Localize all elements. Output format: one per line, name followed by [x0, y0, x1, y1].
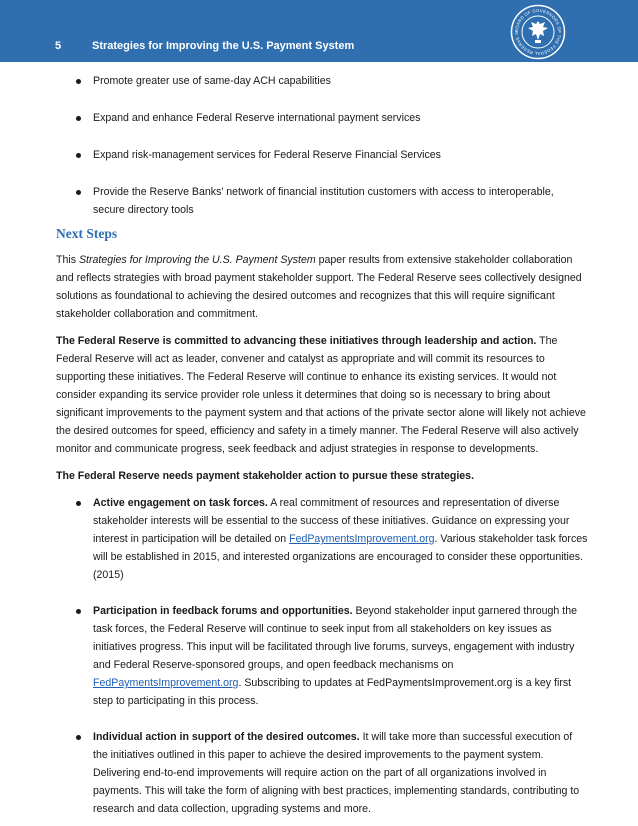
- bullet-icon: [76, 735, 81, 740]
- list-item: Expand risk-management services for Federal Reserve Financial Services: [56, 146, 588, 164]
- next-steps-heading: Next Steps: [56, 226, 118, 241]
- bullet-icon: [76, 116, 81, 121]
- svg-text:BOARD OF GOVERNORS OF THE FEDE: BOARD OF GOVERNORS OF THE FEDERAL RESERVE S: [513, 7, 563, 57]
- stakeholder-action-list: [56, 494, 588, 818]
- list-item: Expand and enhance Federal Reserve international payment services: [56, 109, 588, 127]
- next-steps-paragraph-2: The Federal Reserve is committed to advancing these initiatives through leadership and action. The Federal Reserve will act as leader, convener and catalyst as appropriate and will commit its resources to supporting these initiatives. The Federal Reserve will continue to enhance its existing services. It would not consider expanding its service provider role unless it determines that doing so is necessary to bring about significant improvements to the payment system and that actions of the private sector alone will likely not achieve the desired outcomes for speed, efficiency and safety in a timely manner. The Federal Reserve will also actively monitor and communicate progress, seek feedback and adjust strategies in response to developments.: [56, 335, 586, 455]
- next-steps-paragraph-1: This Strategies for Improving the U.S. Payment System paper results from extensive stakeholder collaboration and reflects strategies with broad payment stakeholder support. The Federal Reserve sees collectively designed solutions as foundational to achieving the desired outcomes and recognizes that this will require significant stakeholder collaboration and commitment.: [56, 254, 582, 320]
- bullet-icon: [76, 501, 81, 506]
- page-content: [56, 72, 588, 818]
- page-header: [0, 0, 638, 62]
- bullet-icon: [76, 609, 81, 614]
- list-item: Individual action in support of the desired outcomes. It will take more than successful execution of the initiatives outlined in this paper to achieve the desired improvements to the payment system. Delivering end-to-end improvements will require action on the part of all organizations involved in payments. This will take the form of aligning with best practices, implementing standards, contributing to research and data collection, upgrading systems and more.: [56, 728, 588, 818]
- page-number: 5: [55, 40, 62, 52]
- list-item: Provide the Reserve Banks’ network of financial institution customers with access to interoperable, secure directory tools: [56, 183, 588, 219]
- list-item: Participation in feedback forums and opportunities. Beyond stakeholder input garnered through the task forces, the Federal Reserve will continue to seek input from all stakeholders on key issues as initiatives progress. This input will be facilitated through live forums, surveys, engagement with industry and Federal Reserve-sponsored groups, and open feedback mechanisms on FedPaymentsImprovement.org. Subscribing to updates at FedPaymentsImprovement.org is a key first step to participating in this process.: [56, 602, 588, 710]
- fedpayments-link[interactable]: FedPaymentsImprovement.org: [289, 533, 435, 545]
- list-item: Promote greater use of same-day ACH capabilities: [56, 72, 588, 90]
- bullet-icon: [76, 153, 81, 158]
- next-steps-paragraph-3: The Federal Reserve needs payment stakeholder action to pursue these strategies.: [56, 470, 475, 482]
- bullet-icon: [76, 190, 81, 195]
- header-title: Strategies for Improving the U.S. Payment System: [92, 40, 355, 52]
- bullet-icon: [76, 79, 81, 84]
- strategy-bullet-list: [56, 72, 588, 219]
- list-item: Active engagement on task forces. A real commitment of resources and representation of diverse stakeholder interests will be essential to the success of these initiatives. Guidance on expressing your interest in participation will be detailed on FedPaymentsImprovement.org. Various stakeholder task forces will be established in 2015, and interested organizations are encouraged to consider these opportunities. (2015): [56, 494, 588, 584]
- federal-reserve-seal-icon: [510, 4, 566, 60]
- fedpayments-link[interactable]: FedPaymentsImprovement.org: [93, 677, 239, 689]
